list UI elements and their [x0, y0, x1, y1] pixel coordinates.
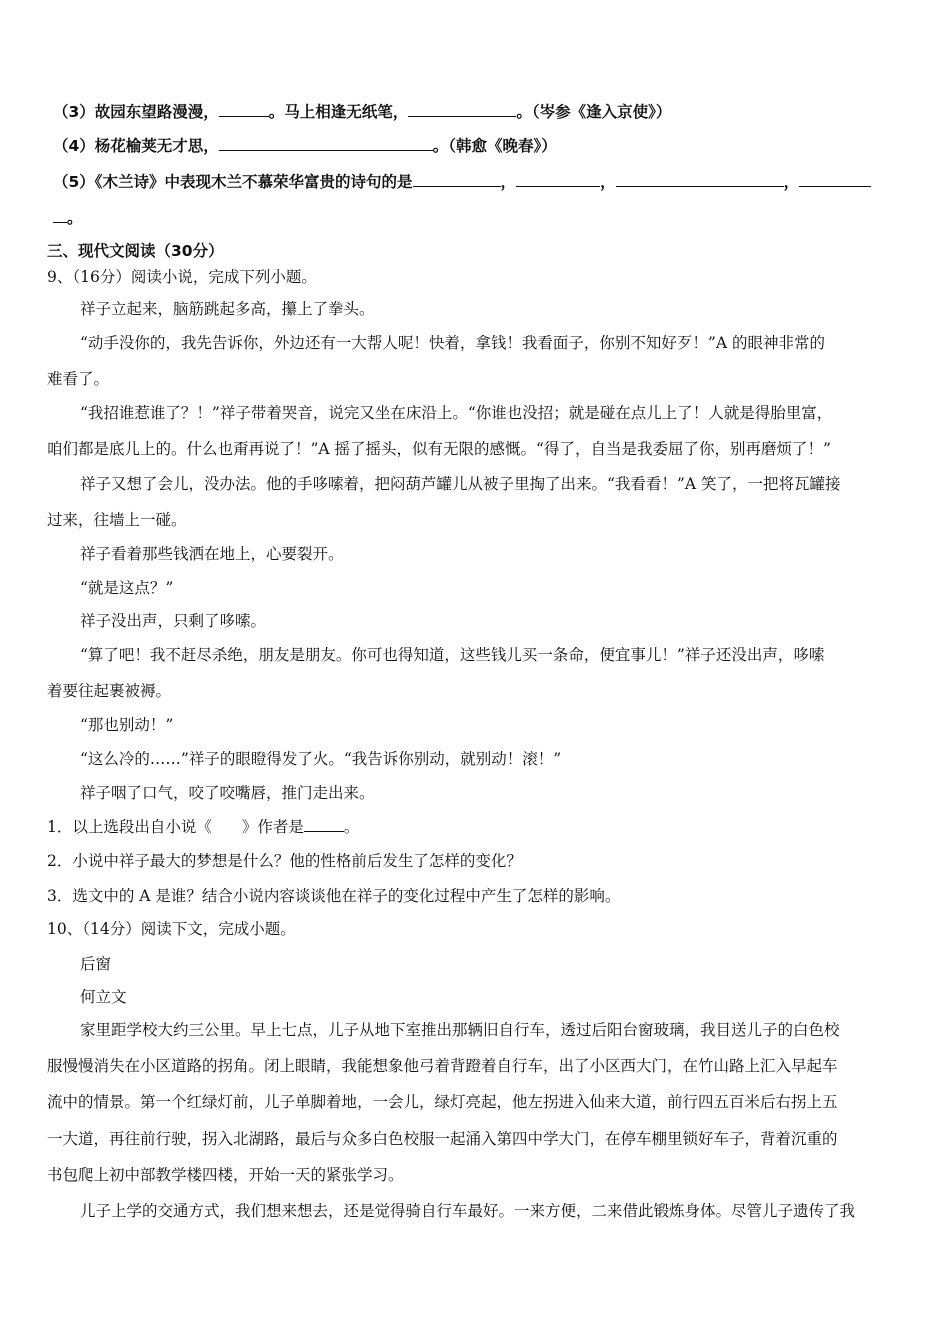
paragraph-line: “这么冷的……”祥子的眼瞪得发了火。“我告诉你别动，就别动！滚！” [80, 750, 562, 768]
paragraph-line: 祥子咽了口气，咬了咬嘴唇，推门走出来。 [80, 784, 375, 802]
poem-q5-continued [53, 207, 83, 229]
answer-blank[interactable] [616, 171, 784, 187]
answer-blank[interactable] [799, 171, 871, 187]
q9-sub3: 3．选文中的 A 是谁？结合小说内容谈谈他在祥子的变化过程中产生了怎样的影响。 [47, 887, 621, 905]
poem-q3 [53, 101, 671, 123]
paragraph-line: 咱们都是底儿上的。什么也甭再说了！”A 摇了摇头，似有无限的感慨。“得了，自当是我委屈了你，别再磨烦了！” [47, 440, 831, 458]
article-author: 何立文 [80, 988, 127, 1006]
poem-q3-suffix: 。（岑参《逢入京使》） [516, 103, 672, 121]
poem-q4-suffix: 。（韩愈《晚春》） [432, 137, 557, 155]
separator: ， [600, 173, 616, 191]
paragraph-line: “算了吧！我不赶尽杀绝，朋友是朋友。你可也得知道，这些钱儿买一条命，便宜事儿！”祥子还没出声，哆嗦 [80, 646, 825, 664]
poem-q3-prefix: （3）故园东望路漫漫， [53, 103, 219, 121]
poem-q5-prefix: （5）《木兰诗》中表现木兰不慕荣华富贵的诗句的是 [53, 173, 413, 191]
paragraph-line: 过来，往墙上一碰。 [47, 511, 187, 529]
paragraph-line: 流中的情景。第一个红绿灯前，儿子单脚着地，一会儿，绿灯亮起，他左拐进入仙来大道，前行四五百米后右拐上五 [47, 1093, 838, 1111]
separator: 。 [343, 818, 360, 836]
paragraph-line: 祥子没出声，只剩了哆嗦。 [80, 612, 267, 630]
poem-q4-prefix: （4）杨花榆荚无才思， [53, 137, 219, 155]
paragraph-line: 祥子又想了会儿，没办法。他的手哆嗦着，把闷葫芦罐儿从被子里掏了出来。“我看看！”A 笑了，一把将瓦罐接 [80, 475, 841, 493]
answer-blank[interactable] [53, 207, 67, 223]
separator: 。 [67, 209, 83, 227]
paragraph-line: “动手没你的，我先告诉你，外边还有一大帮人呢！快着，拿钱！我看面子，你别不知好歹！”A 的眼神非常的 [80, 334, 825, 352]
section-heading: 三、现代文阅读（30分） [47, 242, 224, 260]
q9-sub2: 2．小说中祥子最大的梦想是什么？他的性格前后发生了怎样的变化？ [47, 852, 522, 870]
paragraph-line: “那也别动！” [80, 716, 174, 734]
sub1-middle: 》作者是 [241, 818, 304, 836]
q9-sub1 [47, 816, 359, 838]
paragraph-line: 家里距学校大约三公里。早上七点，儿子从地下室推出那辆旧自行车，透过后阳台窗玻璃，我目送儿子的白色校 [80, 1021, 840, 1039]
paragraph-line: 一大道，再往前行驶，拐入北湖路，最后与众多白色校服一起涌入第四中学大门，在停车棚里锁好车子，背着沉重的 [47, 1130, 838, 1148]
poem-q4 [53, 135, 557, 157]
paragraph-line: 祥子立起来，脑筋跳起多高，攥上了拳头。 [80, 300, 375, 318]
answer-blank[interactable] [408, 101, 516, 117]
separator: ， [783, 173, 800, 191]
paragraph-line: “我招谁惹谁了？！”祥子带着哭音，说完又坐在床沿上。“你谁也没招；就是碰在点儿上了！人就是得胎里富， [80, 404, 833, 422]
answer-blank[interactable] [304, 816, 344, 832]
poem-q3-middle: 。马上相逢无纸笔， [268, 103, 409, 121]
paragraph-line: 服慢慢消失在小区道路的拐角。闭上眼睛，我能想象他弓着背蹬着自行车，出了小区西大门，在竹山路上汇入早起车 [47, 1057, 838, 1075]
q10-intro: 10、（14分）阅读下文，完成小题。 [47, 920, 296, 938]
paragraph-line: 着要往起裹被褥。 [47, 682, 172, 700]
paragraph-line: “就是这点？” [80, 579, 174, 597]
q9-intro: 9、（16分）阅读小说，完成下列小题。 [47, 268, 317, 286]
separator: ， [500, 173, 517, 191]
paragraph-line: 祥子看着那些钱洒在地上，心要裂开。 [80, 545, 344, 563]
paragraph-line: 难看了。 [47, 370, 110, 388]
paragraph-line: 儿子上学的交通方式，我们想来想去，还是觉得骑自行车最好。一来方便，二来借此锻炼身体。尽管儿子遗传了我 [80, 1202, 856, 1220]
sub1-prefix: 1．以上选段出自小说《 [47, 818, 212, 836]
paragraph-line: 书包爬上初中部教学楼四楼，开始一天的紧张学习。 [47, 1166, 404, 1184]
article-title: 后窗 [80, 955, 112, 973]
poem-q5 [53, 171, 871, 193]
answer-blank[interactable] [516, 171, 600, 187]
answer-blank[interactable] [413, 171, 501, 187]
answer-blank[interactable] [219, 101, 269, 117]
answer-blank[interactable] [219, 135, 433, 151]
